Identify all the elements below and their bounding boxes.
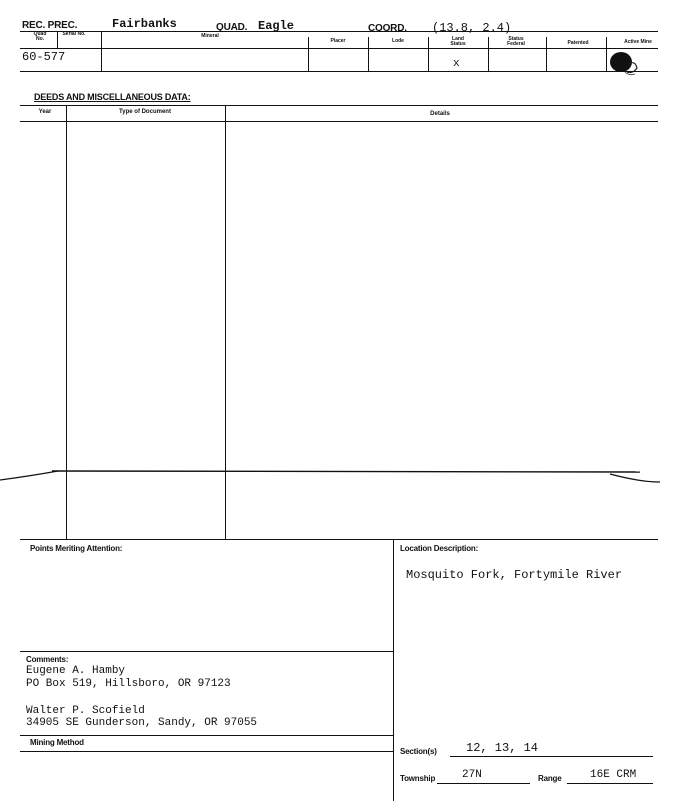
lower-divider — [393, 539, 394, 801]
col-serial-no: Serial No. — [62, 31, 86, 37]
col-quad-no: Quad No. — [33, 31, 47, 42]
deeds-col-year: Year — [38, 109, 52, 115]
col-mineral: Mineral — [201, 33, 219, 39]
section-label: Section(s) — [400, 747, 437, 756]
deeds-section-title: DEEDS AND MISCELLANEOUS DATA: — [34, 92, 191, 102]
township-underline — [437, 783, 530, 784]
comment-line-4: Walter P. Scofield — [26, 705, 145, 717]
col-active-mine: Active Mine — [624, 39, 652, 45]
col-placer: Placer — [330, 38, 346, 44]
range-label: Range — [538, 774, 562, 783]
quad-label: QUAD. — [216, 22, 248, 33]
location-label: Location Description: — [400, 544, 479, 553]
col-land-status: Land Status — [450, 36, 466, 47]
comment-line-2: PO Box 519, Hillsboro, OR 97123 — [26, 678, 231, 690]
column-header-line — [20, 48, 658, 49]
deeds-header-line — [20, 121, 658, 122]
mining-bottom-line — [20, 751, 393, 752]
divider-patented — [546, 37, 547, 71]
paper-seam — [0, 462, 678, 492]
divider-mineral — [101, 31, 102, 71]
row-number: 60-577 — [22, 50, 66, 64]
points-label: Points Meriting Attention: — [30, 544, 123, 553]
township-value: 27N — [462, 769, 482, 781]
quad-value: Eagle — [258, 19, 295, 33]
ink-blot — [607, 48, 643, 78]
divider-lode — [368, 37, 369, 71]
divider-serial — [57, 31, 58, 48]
section-value: 12, 13, 14 — [466, 741, 539, 755]
coord-value: (13.8, 2.4) — [432, 21, 512, 35]
deeds-col-details: Details — [430, 111, 450, 117]
rec-prec-value: Fairbanks — [112, 17, 177, 31]
divider-active — [606, 37, 607, 71]
deeds-top-line — [20, 105, 658, 106]
range-value: 16E CRM — [590, 769, 637, 781]
col-status-federal: Status Federal — [507, 36, 525, 47]
col-lode: Lode — [392, 38, 404, 44]
comment-line-5: 34905 SE Gunderson, Sandy, OR 97055 — [26, 717, 258, 729]
divider-placer — [308, 37, 309, 71]
range-underline — [567, 783, 653, 784]
comments-label: Comments: — [26, 655, 69, 664]
location-value: Mosquito Fork, Fortymile River — [406, 568, 623, 582]
comments-top-line — [20, 651, 393, 652]
divider-land — [428, 37, 429, 71]
mining-top-line — [20, 735, 393, 736]
rec-prec-label: REC. PREC. — [22, 20, 78, 31]
township-label: Township — [400, 774, 436, 783]
section-underline — [450, 756, 653, 757]
comment-line-1: Eugene A. Hamby — [26, 665, 126, 677]
coord-label: COORD. — [368, 23, 407, 34]
divider-status-fed — [488, 37, 489, 71]
deeds-col-type: Type of Document — [119, 109, 171, 115]
col-patented: Patented — [567, 40, 589, 46]
land-status-mark: x — [453, 58, 460, 70]
header-top-line — [20, 31, 658, 32]
mining-method-label: Mining Method — [30, 738, 84, 747]
row-bottom-line — [20, 71, 658, 72]
lower-top-line — [20, 539, 658, 540]
